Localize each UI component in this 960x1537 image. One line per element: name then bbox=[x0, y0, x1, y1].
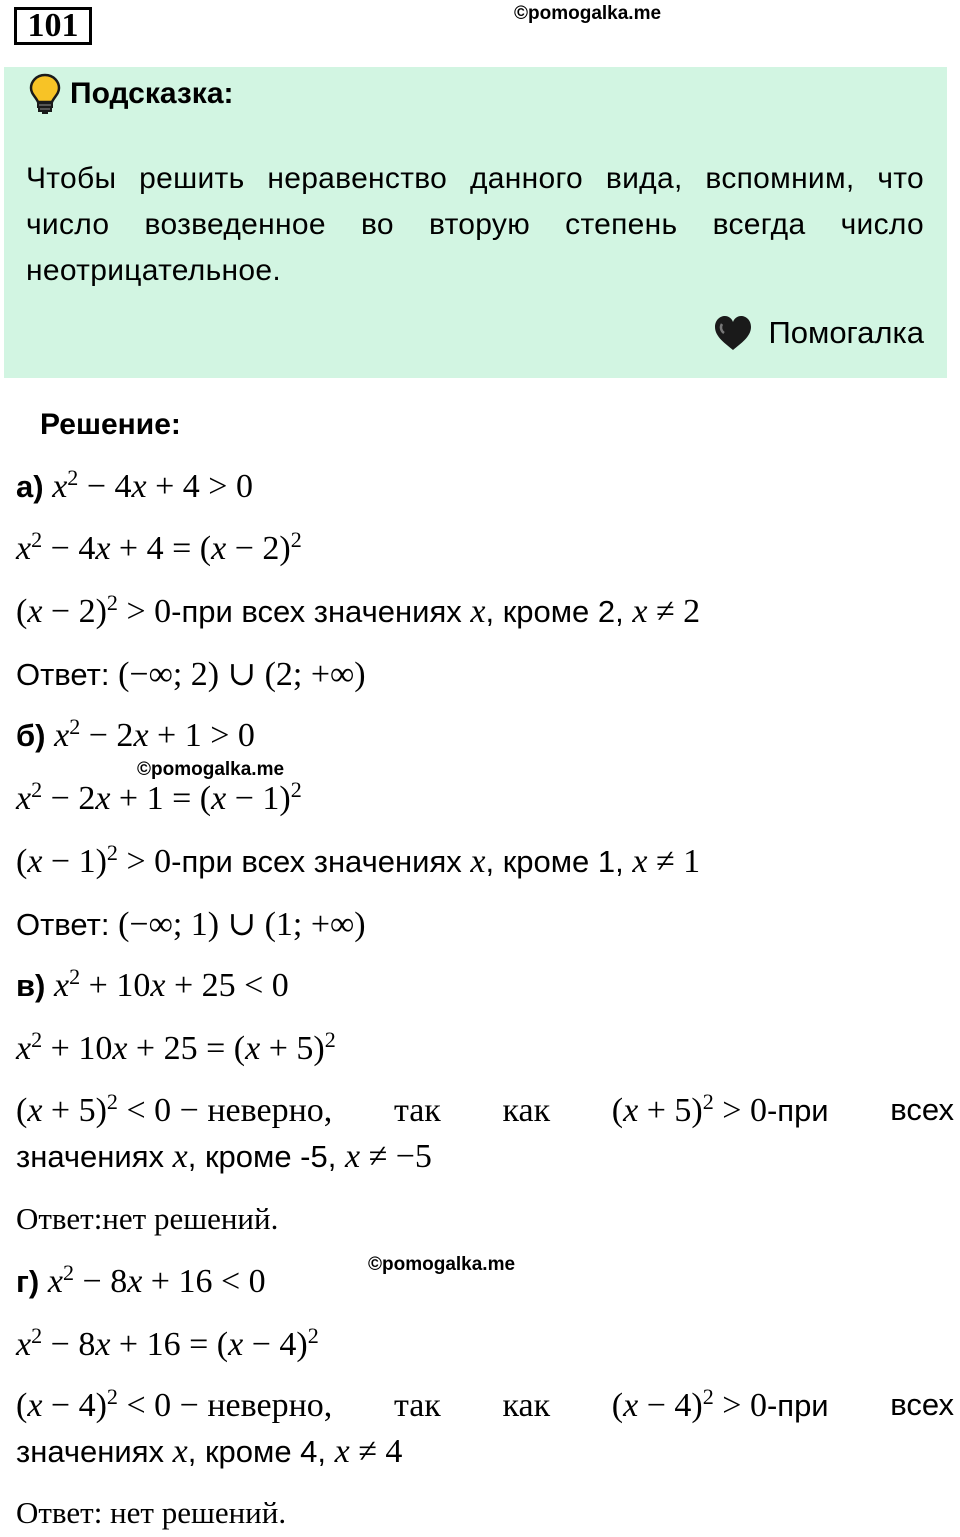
part-label: в) bbox=[16, 968, 46, 1003]
part-v-factor: $x^2 + 10x + 25 = (x + 5)^2$ bbox=[16, 1026, 336, 1067]
part-v-reason-cont: значениях x, кроме -5, x ≠ −5 bbox=[16, 1138, 432, 1175]
task-number: 101 bbox=[14, 7, 92, 45]
signature bbox=[712, 314, 924, 352]
hint-text: Чтобы решить неравенство данного вида, вспомним, что число возведенное во вторую степень всегда число неотрицательное. bbox=[26, 162, 924, 287]
signature-text: Помогалка bbox=[768, 315, 924, 350]
part-g-reason-cont: значениях x, кроме 4, x ≠ 4 bbox=[16, 1433, 403, 1470]
heart-icon bbox=[712, 314, 754, 352]
part-g-factor: $x^2 - 8x + 16 = (x - 4)^2$ bbox=[16, 1322, 319, 1363]
part-b-factor: $x^2 - 2x + 1 = (x - 1)^2$ bbox=[16, 776, 302, 817]
part-b-reason: $(x - 1)^2 > 0-при$ всех значениях x, кроме 1, x ≠ 1 bbox=[16, 839, 701, 880]
part-label: б) bbox=[16, 718, 46, 753]
watermark: ©pomogalka.me bbox=[368, 1254, 516, 1275]
watermark: ©pomogalka.me bbox=[514, 3, 662, 24]
part-v-reason: $(x + 5)^2 < 0$ − неверно, так как $(x + 5)^2 > 0-при$ всех bbox=[16, 1088, 954, 1129]
lightbulb-icon bbox=[28, 73, 62, 115]
hint-title: Подсказка: bbox=[70, 77, 234, 110]
part-b-task: б) $x^2 - 2x + 1 > 0$ bbox=[16, 713, 255, 754]
part-label: а) bbox=[16, 469, 44, 504]
part-a-answer: Ответ: (−∞; 2) ∪ (2; +∞) bbox=[16, 656, 366, 693]
part-v-task: в) $x^2 + 10x + 25 < 0$ bbox=[16, 963, 289, 1004]
part-g-task: г) $x^2 - 8x + 16 < 0$ bbox=[16, 1259, 266, 1300]
part-b-answer: Ответ: (−∞; 1) ∪ (1; +∞) bbox=[16, 906, 366, 943]
part-v-answer: Ответ:нет решений. bbox=[16, 1201, 279, 1236]
part-g-reason: $(x - 4)^2 < 0$ − неверно, так как $(x - 4)^2 > 0-при$ всех bbox=[16, 1383, 954, 1424]
watermark: ©pomogalka.me bbox=[137, 759, 285, 780]
part-a-factor: $x^2 - 4x + 4 = (x - 2)^2$ bbox=[16, 526, 302, 567]
part-g-answer: Ответ: нет решений. bbox=[16, 1495, 287, 1530]
hint-header bbox=[28, 72, 234, 116]
part-label: г) bbox=[16, 1264, 40, 1299]
part-a-task: а) $x^2 - 4x + 4 > 0$ bbox=[16, 464, 253, 505]
part-a-reason: $(x - 2)^2 > 0-при$ всех значениях x, кроме 2, x ≠ 2 bbox=[16, 589, 701, 630]
solution-title: Решение: bbox=[40, 408, 181, 441]
